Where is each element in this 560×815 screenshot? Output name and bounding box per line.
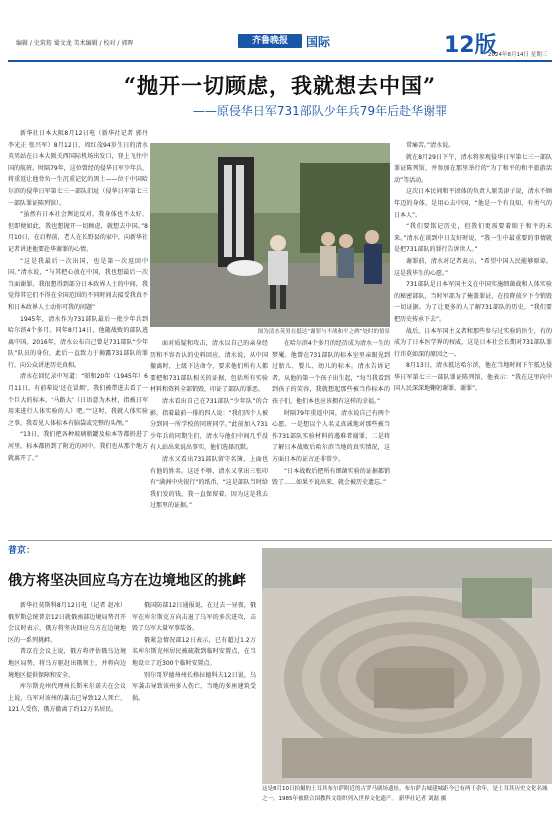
paragraph: 731部队是日本军国主义在中国实施细菌战和人体实验的秘密部队，当时军部为了掩盖罪证，在投降前夕下令销毁一切证据。为了让更多的人了解731部队的历史，“我们要把历史传承下去”。 xyxy=(394,281,552,323)
article-column-1 xyxy=(8,128,148,536)
paragraph: “虽然有日本社会舆论反对，我身体也不太好，但即便如此，我也想抛开一切顾虑，就想去中国。”8月10日，在启程前，老人在长野县的家中，向新华社记者讲述他要赴华谢罪的心情。 xyxy=(8,211,148,253)
paragraph: 新华社日本大阪8月12日电（新华社记者 郭丹 李光正 张兴军）8月12日，周红茂94岁生日的清水英男站在日本大阪关西国际机场出发口，登上飞往中国的航班。时隔79年，这位曾经的侵华日军少年兵，将重返让他背负一生沉重记忆的黑土——位于中国哈尔滨的侵华日军第七三一部队旧址（侵华日军第七三一部队罪证陈列馆）。 xyxy=(8,130,148,207)
article-kicker: 普京： xyxy=(8,546,36,556)
paragraph: 谢罪前，清水对记者表示，“希望中国人民能够原谅。这是我毕生的心愿。” xyxy=(394,257,552,277)
paragraph: 就在8月29日下午，清水将参观侵华日军第七三一部队罪证陈列馆，并参加在那里举行的“为了和平的和平旅游活动”等活动。 xyxy=(394,153,552,184)
article-headline: 俄方将坚决回应乌方在边境地区的挑衅 xyxy=(8,573,246,589)
paragraph: 战后，日本军国主义者和那些参与过实验的医生，有的成为了日本医学界的权威，这是日本社会长期对731部队罪行讳莫如深的原因之一。 xyxy=(394,327,552,358)
paragraph: 新华社莫斯科8月12日电（记者 赵冰）俄罗斯总统普京12日就俄南部边境局势召开会议时表示，俄方将坚决回应乌方在边境地区的一系列挑衅。 xyxy=(8,602,126,644)
photo-caption: 这是8月10日拍摄的土耳其布尔萨附近的古罗马剧场遗址。布尔萨古城建城距今已有两千余年，是土耳其历史文化名城之一，1985年被联合国教科文组织列入世界文化遗产。 新华社记者 刘磊 摄 xyxy=(262,786,548,802)
paragraph: 清水看出自己在731部队“少年队”的合影，指着最前一排的四人说：“我们四个人被分到同一所学校的同班同学。”此前加入731少年兵的同期生们，清水与他们中间几乎没有人站出来说出事实，他们选择沉默。 xyxy=(150,397,268,452)
paragraph: 清水在回忆录中写道：“昭和20年（1945年）6月11日，有前辈说‘还在冒烟’，我们被带进去看了一个巨大的标本。‘马路大’（日语意为木材，指被日军用来进行人体实验的人）吧。”“这时，我就人体实验之事，我看见人体标本有脑袋或完整的头颅。” xyxy=(8,373,148,427)
article-column-3a xyxy=(150,338,268,536)
paragraph: “我们要铭记历史，但我们更需要着眼于和平的未来。”清水在谈到中日友好时说，“我一生中最重要的事情就是把731部队的罪行告诉世人。” xyxy=(394,223,552,254)
header-rule xyxy=(8,60,552,62)
paragraph: “13日，我们把各种玻璃瓶罐及标本等都扔进了河里，标本都扔到了附近的河中。我们也从那个地方就离开了。” xyxy=(8,431,148,462)
paragraph: 普京在会议上说，俄方将评估俄乌边境地区局势，将乌方驱赶出俄领土，并将向边境地区提供保障和安全。 xyxy=(8,648,126,679)
paragraph: 常痛苦。”清水说。 xyxy=(406,142,455,149)
paragraph: 面对质疑和攻击，清水以自己的亲身经历和不容否认的史料回应。清水说，从中国撤离时，上级下达命令，要求他们所有人都要把和731部队相关的证据，包括所有实验材料和资料全部销毁，印证了部队的罪恶。 xyxy=(150,340,268,394)
paragraph: “日本战败后把所有细菌实验的证据都销毁了……如果不说出来，就会被历史遗忘。” xyxy=(272,467,390,487)
memorial-photo xyxy=(150,143,390,327)
paragraph: 库尔斯克州代理州长斯米尔诺夫在会议上说，乌军对该州的袭击已导致12人死亡、121人受伤，俄方撤离了约12万名居民。 xyxy=(8,683,126,714)
paragraph: “这是我最后一次出国，也是第一次返回中国。”清水说，“与其把心放在中国，我也想最后一次当面谢罪。我很想得到部分日本政界人士的中间，我觉得其它们不得在全国范围的不同时间去接受我真不和日本政界人士动你可我的问题” xyxy=(8,257,148,311)
paragraph: 1945年，清水作为731部队最后一批少年兵到哈尔滨4个多月。同年8月14日，他随战败的部队逃离中国。2016年，清水公布自己曾是731部队“少年队”队员的身份，此后一直致力于揭露731部队的罪行，向公众讲述历史真相。 xyxy=(8,315,148,369)
section-name: 国际 xyxy=(306,35,331,49)
amphitheater-photo xyxy=(262,548,552,784)
page-header xyxy=(8,0,552,62)
article-column-4 xyxy=(394,140,552,536)
amphitheater-photo-image xyxy=(262,548,552,784)
paragraph: 别尔哥罗德州州长格拉德科夫12日说，乌军袭击导致该州多人伤亡，当地的多座建筑受损。 xyxy=(132,671,256,702)
paragraph: 这次日本民间和平团体的负责人原美津子说，清水不顾年迈的身体，是用心去中国，“他是一个有良知、有勇气的日本人”。 xyxy=(394,188,552,219)
article2-column-1 xyxy=(8,600,126,810)
paragraph: 时隔79年重返中国，清水说自己有两个心愿。一是想以个人名义真诚地对那些被当作731部队实验材料的遇难者谢罪，二是将了解日本战败后哈尔滨当地的真实情况，这方面日本的证言还非常少。 xyxy=(272,409,390,463)
article-title: “抛开一切顾虑，我就想去中国” xyxy=(123,73,437,98)
section-divider xyxy=(8,540,552,541)
paragraph: 俄紧急情况部12日表示，已有超过1.2万名库尔斯克州居民被疏散到临时安置点，在当地设立了近300个临时安置点。 xyxy=(132,636,256,667)
paragraph: 清水又看出731部队留守名簿，上面也有他的姓名。这还不够，清水又拿出三张印有“满洲中央银行”的纸币，“这是部队当时给我们发的钱，我一直保留着，因为这是我去过那里的证据。” xyxy=(150,455,268,510)
issue-date: 2024年8月14日 星期三 xyxy=(488,52,548,58)
editor-credits: 编辑 / 史筑筠 蜀文龙 美术编辑 / 校对 / 郭晖 xyxy=(16,40,134,47)
article-column-3b xyxy=(272,338,390,536)
article2-column-2 xyxy=(132,600,256,810)
article-subtitle: ——原侵华日军731部队少年兵79年后赴华谢罪 xyxy=(192,104,448,118)
masthead-logo: 齐鲁晚报 xyxy=(238,34,302,48)
paragraph: 8月13日，清水抵达哈尔滨，他在当地时间下午抵达侵华日军第七三一部队罪证陈列馆，他表示：“我在这里向中国人民深深地鞠躬谢罪，谢罪”。 xyxy=(394,362,552,393)
paragraph: 在哈尔滨4个多月的经历成为清水一生的梦魇。他曾在731部队的标本室里亲眼见到过胎儿、婴儿、幼儿的标本。清水告诉记者，从他的第一个孩子出生起，“每当我看到到孩子的笑容，我就想起那些被当作标本的孩子们，他们本也应该拥有这样的幸福。” xyxy=(272,340,390,405)
photo-caption: 图为清水英男在抵达“谢罪与不战和平之碑”处时的情景 xyxy=(257,329,390,335)
memorial-photo-image xyxy=(150,143,390,327)
page-number: 12版 xyxy=(444,33,497,58)
paragraph: 俄国防部12日通报说，在过去一昼夜，俄军在库尔斯克方向击退了乌军的多次进攻，击毁了乌军大量军事装备。 xyxy=(132,602,256,633)
